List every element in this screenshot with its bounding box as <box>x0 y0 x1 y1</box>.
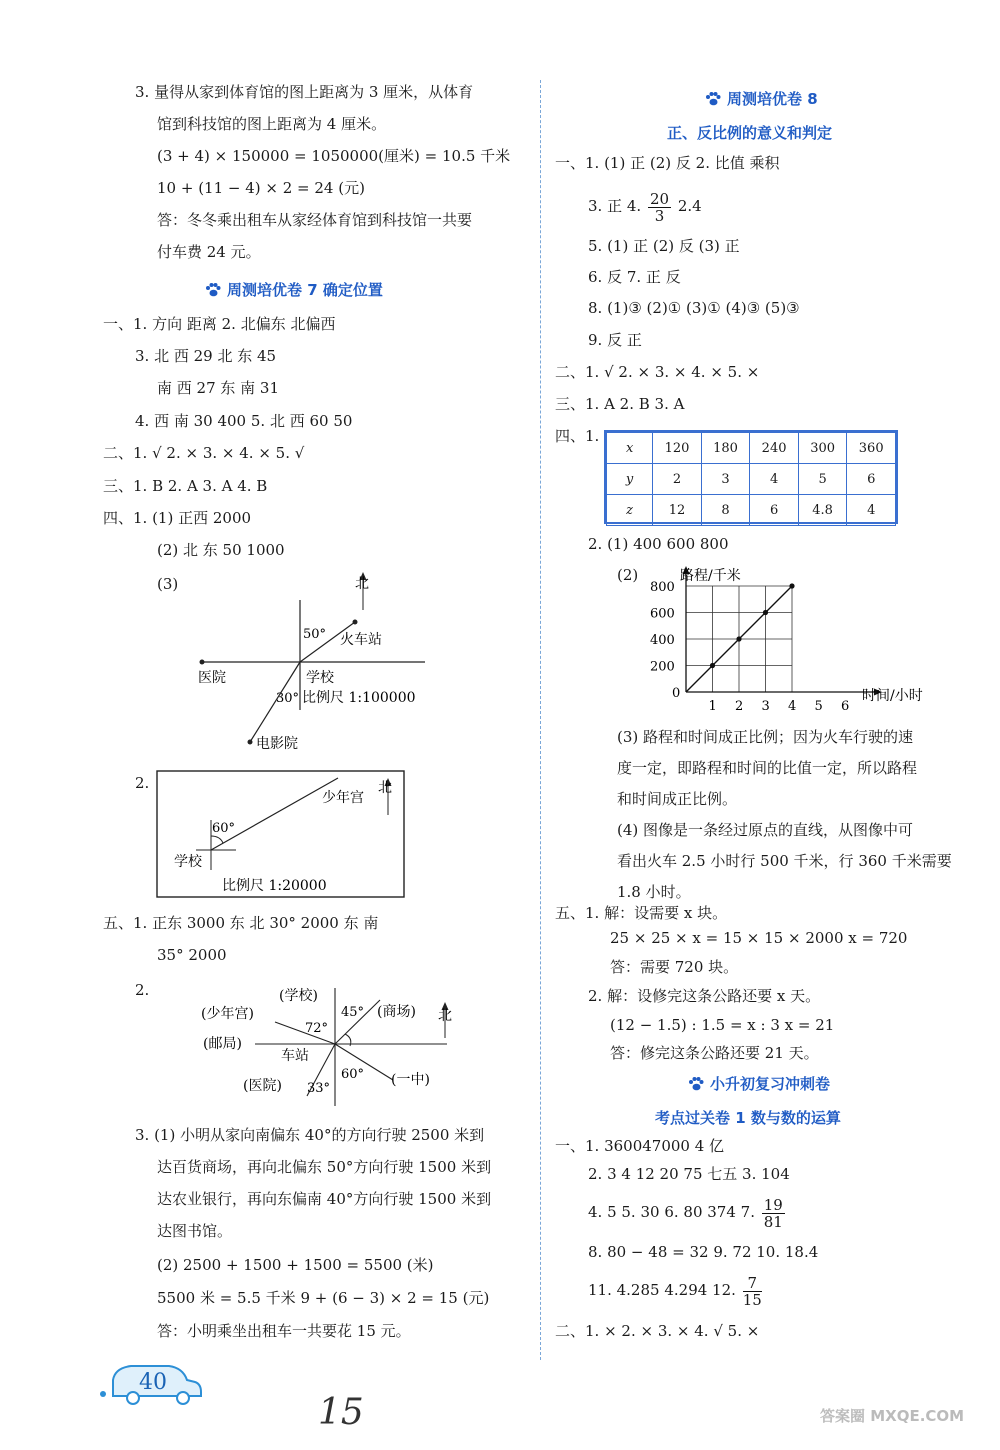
d3-hospital-label: (医院) <box>243 1078 282 1094</box>
d3-angle4: 60° <box>341 1067 365 1082</box>
k-line3 <box>588 1192 787 1232</box>
table-cell: 120 <box>653 433 702 464</box>
data-point <box>736 636 741 641</box>
d3-market-label: (商场) <box>377 1004 416 1020</box>
q3b-line7: 答：小明乘坐出租车一共要花 15 元。 <box>157 1322 411 1340</box>
direction-diagram-2 <box>156 770 406 900</box>
q3-line4: 10 + (11 − 4) × 2 = 24 (元) <box>157 179 365 197</box>
q3b-line5: (2) 2500 + 1500 + 1500 = 5500 (米) <box>157 1256 434 1274</box>
frac-num: 7 <box>743 1275 762 1292</box>
q3b-line1: 3. (1) 小明从家向南偏东 40°的方向行驶 2500 米到 <box>135 1126 485 1144</box>
heading-review-text: 小升初复习冲刺卷 <box>710 1075 831 1093</box>
s5-line1: 五、1. 正东 3000 东 北 30° 2000 东 南 <box>103 914 379 932</box>
data-point <box>763 610 768 615</box>
d1-cinema-label: 电影院 <box>256 736 298 752</box>
table-cell: 12 <box>653 495 702 526</box>
r-line19: 25 × 25 × x = 15 × 15 × 2000 x = 720 <box>610 929 908 947</box>
r-line4: 6. 反 7. 正 反 <box>588 268 681 286</box>
x-tick-label: 4 <box>788 699 797 714</box>
r-line5: 8. (1)③ (2)① (3)① (4)③ (5)③ <box>588 299 800 317</box>
table-row <box>607 433 896 464</box>
table-cell: 5 <box>798 464 847 495</box>
s1-line3: 南 西 27 东 南 31 <box>157 379 280 397</box>
heading-7-text: 周测培优卷 7 确定位置 <box>227 281 383 299</box>
frac-num: 20 <box>649 189 670 208</box>
r-line18: 五、1. 解：设需要 x 块。 <box>555 904 728 922</box>
column-divider <box>540 80 541 1360</box>
y-tick-label: 200 <box>650 659 675 675</box>
table-row <box>607 464 896 495</box>
d2-scale-label: 比例尺 1:20000 <box>222 878 327 894</box>
distance-time-chart <box>640 560 923 720</box>
page-number-car <box>95 1358 205 1408</box>
d2-number: 2. <box>135 774 150 792</box>
q3-line1: 3. 量得从家到体育馆的图上距离为 3 厘米，从体育 <box>135 83 474 101</box>
table-cell: 2 <box>653 464 702 495</box>
s3-line: 三、1. B 2. A 3. A 4. B <box>103 477 268 495</box>
frac-num: 19 <box>763 1195 783 1214</box>
d1-hospital-label: 医院 <box>198 670 226 686</box>
r-line9: 四、1. <box>555 427 600 445</box>
table-cell: 6 <box>750 495 799 526</box>
fraction-19-81 <box>762 1197 785 1230</box>
r-line21: 2. 解：设修完这条公路还要 x 天。 <box>588 987 821 1005</box>
r-line2-prefix: 3. 正 4. <box>588 197 642 215</box>
d1-angle2: 30° <box>276 691 300 706</box>
d2-school-label: 学校 <box>174 854 202 870</box>
r-line16: 看出火车 2.5 小时行 500 千米，行 360 千米需要 <box>617 852 952 870</box>
r-line11: (2) <box>617 566 639 584</box>
fraction-20-3 <box>648 191 671 224</box>
table-cell: 8 <box>701 495 750 526</box>
paw-icon <box>705 92 721 106</box>
q3b-line2: 达百货商场，再向北偏东 50°方向行驶 1500 米到 <box>157 1158 492 1176</box>
fraction-7-15 <box>743 1275 762 1308</box>
k-line5-prefix: 11. 4.285 4.294 12. <box>588 1281 736 1299</box>
d3-angle2: 72° <box>305 1021 329 1036</box>
r-line15: (4) 图像是一条经过原点的直线，从图像中可 <box>617 821 914 839</box>
frac-den: 15 <box>742 1290 762 1309</box>
d3-number: 2. <box>135 981 150 999</box>
data-point <box>710 663 715 668</box>
r-line6: 9. 反 正 <box>588 331 642 349</box>
d3-post-label: (邮局) <box>203 1036 242 1052</box>
table-cell: y <box>607 464 653 495</box>
q3-line5: 答：冬冬乘出租车从家经体育馆到科技馆一共要 <box>157 211 473 229</box>
d3-station-label: 车站 <box>281 1048 309 1064</box>
k-line6: 二、1. × 2. × 3. × 4. √ 5. × <box>555 1322 760 1340</box>
d1-station-label: 火车站 <box>340 632 382 648</box>
section-subheading-review: 考点过关卷 1 数与数的运算 <box>655 1109 841 1127</box>
page-number: 40 <box>139 1370 167 1395</box>
r-line7: 二、1. √ 2. × 3. × 4. × 5. × <box>555 363 760 381</box>
r-line8: 三、1. A 2. B 3. A <box>555 395 685 413</box>
q3-line3: (3 + 4) × 150000 = 1050000(厘米) = 10.5 千米 <box>157 147 511 165</box>
r-line1: 一、1. (1) 正 (2) 反 2. 比值 乘积 <box>555 154 780 172</box>
d1-north-label: 北 <box>355 576 369 592</box>
heading-8-text: 周测培优卷 8 <box>727 90 818 108</box>
table-cell: 180 <box>701 433 750 464</box>
k-line3-prefix: 4. 5 5. 30 6. 80 374 7. <box>588 1203 755 1221</box>
table-cell: 3 <box>701 464 750 495</box>
k-line2: 2. 3 4 12 20 75 七五 3. 104 <box>588 1165 790 1183</box>
section-subheading-8: 正、反比例的意义和判定 <box>667 124 833 142</box>
d3-school-label: (学校) <box>279 988 318 1004</box>
k-line5 <box>588 1270 764 1310</box>
chart-marks <box>686 583 795 692</box>
table-cell: 300 <box>798 433 847 464</box>
d3-north-label: 北 <box>438 1008 452 1024</box>
r-line3: 5. (1) 正 (2) 反 (3) 正 <box>588 237 740 255</box>
table-cell: z <box>607 495 653 526</box>
q3b-line4: 达图书馆。 <box>157 1222 233 1240</box>
k-line4: 8. 80 − 48 = 32 9. 72 10. 18.4 <box>588 1243 819 1261</box>
y-tick-label: 800 <box>650 580 675 595</box>
direction-diagram-1 <box>180 570 480 760</box>
q3b-line3: 达农业银行，再向东偏南 40°方向行驶 1500 米到 <box>157 1190 492 1208</box>
q3b-line6: 5500 米 = 5.5 千米 9 + (6 − 3) × 2 = 15 (元) <box>157 1289 490 1307</box>
s4-line3: (3) <box>157 575 179 593</box>
s1-line2: 3. 北 西 29 北 东 45 <box>135 347 277 365</box>
s4-line2: (2) 北 东 50 1000 <box>157 541 285 559</box>
x-tick-label: 3 <box>761 699 770 714</box>
frac-den: 81 <box>763 1212 783 1231</box>
d3-palace-label: (少年宫) <box>201 1006 254 1022</box>
section-heading-8 <box>705 88 818 109</box>
table-cell: 360 <box>847 433 896 464</box>
x-tick-label: 1 <box>708 699 717 714</box>
x-tick-label: 5 <box>814 699 823 714</box>
d2-palace-label: 少年宫 <box>322 790 364 806</box>
handwritten-number: 15 <box>318 1392 364 1433</box>
x-tick-label: 6 <box>841 699 850 714</box>
section-heading-review <box>688 1073 830 1094</box>
direction-diagram-3 <box>195 978 470 1118</box>
table-row <box>607 495 896 526</box>
q3-line2: 馆到科技馆的图上距离为 4 厘米。 <box>157 115 387 133</box>
x-tick-label: 2 <box>735 699 744 714</box>
d2-north-label: 北 <box>378 780 392 796</box>
k-line1: 一、1. 360047000 4 亿 <box>555 1137 725 1155</box>
data-point <box>789 583 794 588</box>
r-line22: (12 − 1.5) : 1.5 = x : 3 x = 21 <box>610 1016 835 1034</box>
table-cell: 240 <box>750 433 799 464</box>
r-line20: 答：需要 720 块。 <box>610 958 739 976</box>
r-line2 <box>588 186 702 226</box>
r-line2-suffix: 2.4 <box>677 197 702 215</box>
d3-school2-label: (一中) <box>391 1072 430 1088</box>
paw-icon <box>205 283 221 297</box>
ratio-table <box>604 430 898 524</box>
d2-angle: 60° <box>212 821 236 836</box>
table-cell: 4 <box>750 464 799 495</box>
d3-angle3: 33° <box>307 1081 331 1096</box>
chart-origin-label: 0 <box>672 686 681 701</box>
paw-icon <box>688 1077 704 1091</box>
d1-scale-label: 比例尺 1:100000 <box>302 690 416 706</box>
chart-ylabel: 路程/千米 <box>680 568 741 584</box>
chart-xlabel: 时间/小时 <box>862 688 923 704</box>
s5-line2: 35° 2000 <box>157 946 227 964</box>
y-tick-label: 400 <box>650 633 675 648</box>
s1-line1: 一、1. 方向 距离 2. 北偏东 北偏西 <box>103 315 336 333</box>
r-line10: 2. (1) 400 600 800 <box>588 535 729 553</box>
d3-angle1: 45° <box>341 1005 365 1020</box>
r-line13: 度一定，即路程和时间的比值一定，所以路程 <box>617 759 918 777</box>
r-line14: 和时间成正比例。 <box>617 790 738 808</box>
table-cell: 4.8 <box>798 495 847 526</box>
s1-line4: 4. 西 南 30 400 5. 北 西 60 50 <box>135 412 353 430</box>
ratio-table-grid <box>606 432 896 526</box>
r-line12: (3) 路程和时间成正比例；因为火车行驶的速 <box>617 728 914 746</box>
d1-school-label: 学校 <box>306 670 334 686</box>
section-heading-7 <box>205 279 383 300</box>
q3-line6: 付车费 24 元。 <box>157 243 261 261</box>
frac-den: 3 <box>654 206 665 225</box>
d1-angle1: 50° <box>303 627 327 642</box>
s4-line1: 四、1. (1) 正西 2000 <box>103 509 252 527</box>
s2-line: 二、1. √ 2. × 3. × 4. × 5. √ <box>103 444 305 462</box>
table-cell: x <box>607 433 653 464</box>
table-cell: 6 <box>847 464 896 495</box>
table-cell: 4 <box>847 495 896 526</box>
y-tick-label: 600 <box>650 606 675 622</box>
r-line23: 答：修完这条公路还要 21 天。 <box>610 1044 819 1062</box>
watermark: 答案圈 MXQE.COM <box>820 1407 965 1425</box>
r-line17: 1.8 小时。 <box>617 883 691 901</box>
